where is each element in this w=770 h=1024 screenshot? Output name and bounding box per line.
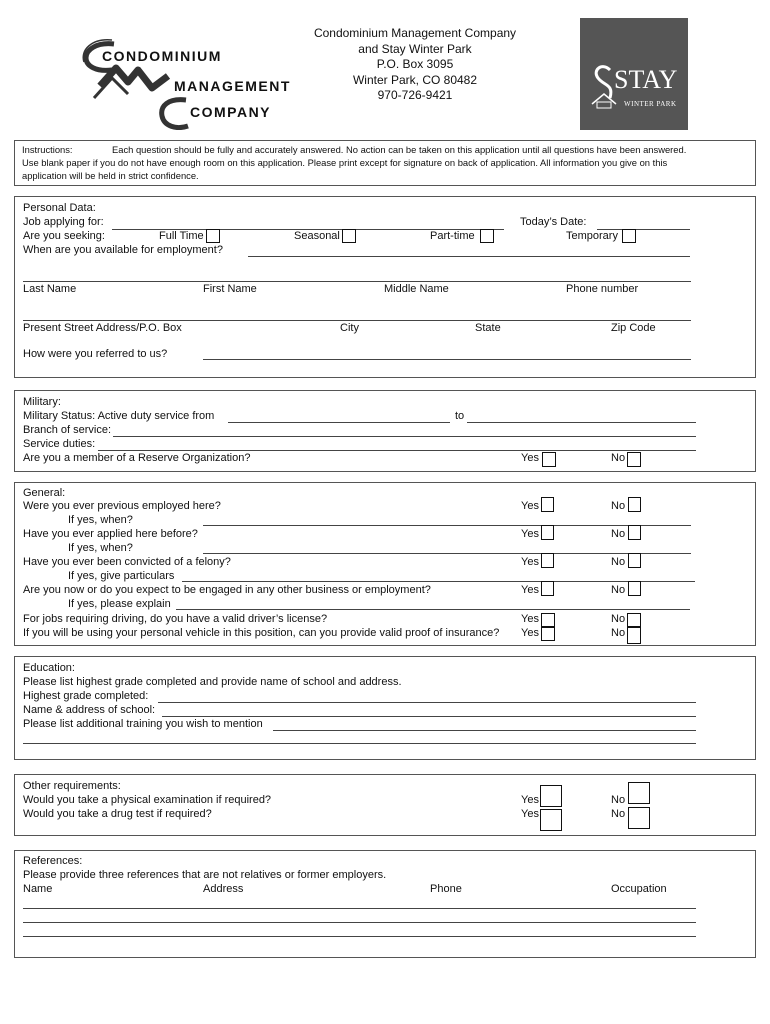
grade-input[interactable] — [158, 702, 696, 703]
military-from-input[interactable] — [228, 422, 450, 423]
drug-yes-checkbox[interactable] — [540, 809, 562, 831]
reserve-yes-label: Yes — [521, 452, 539, 464]
military-to-input[interactable] — [467, 422, 696, 423]
drug-no-checkbox[interactable] — [628, 807, 650, 829]
drug-question: Would you take a drug test if required? — [23, 808, 212, 820]
seeking-label: Are you seeking: — [23, 230, 105, 242]
part-time-label: Part-time — [430, 230, 475, 242]
physical-no-checkbox[interactable] — [628, 782, 650, 804]
ref-address-header: Address — [203, 883, 244, 895]
seasonal-label: Seasonal — [294, 230, 340, 242]
q3-sub-label: If yes, give particulars — [68, 570, 175, 582]
city-label: City — [340, 322, 359, 334]
address-line: Winter Park, CO 80482 — [352, 72, 478, 87]
references-section — [14, 850, 756, 958]
q6-no-checkbox[interactable] — [627, 627, 641, 644]
job-label: Job applying for: — [23, 216, 104, 228]
seasonal-checkbox[interactable] — [342, 229, 356, 243]
stay-logo-subtext: WINTER PARK — [624, 100, 677, 108]
last-name-label: Last Name — [23, 283, 77, 295]
address-input[interactable] — [23, 320, 691, 321]
duties-label: Service duties: — [23, 438, 96, 450]
drug-no-label: No — [611, 808, 626, 820]
personal-title: Personal Data: — [23, 202, 96, 214]
physical-yes-label: Yes — [521, 794, 539, 806]
training-label: Please list additional training you wish to mention — [23, 718, 263, 730]
q2-when-input[interactable] — [203, 553, 691, 554]
ref-occupation-header: Occupation — [611, 883, 667, 895]
reserve-question: Are you a member of a Reserve Organization? — [23, 452, 251, 464]
q3-no-label: No — [611, 556, 626, 568]
reserve-no-checkbox[interactable] — [627, 452, 641, 467]
military-to-label: to — [455, 410, 465, 422]
stay-logo — [580, 18, 688, 130]
ref-name-header: Name — [23, 883, 53, 895]
company-logo — [82, 38, 294, 130]
instructions-label: Instructions: — [22, 144, 73, 155]
middle-name-label: Middle Name — [384, 283, 449, 295]
temporary-label: Temporary — [566, 230, 618, 242]
available-input[interactable] — [248, 256, 690, 257]
physical-question: Would you take a physical examination if required? — [23, 794, 272, 806]
q1-yes-label: Yes — [521, 500, 539, 512]
q4-yes-checkbox[interactable] — [541, 581, 554, 596]
ref-phone-header: Phone — [430, 883, 462, 895]
q3-question: Have you ever been convicted of a felony? — [23, 556, 231, 568]
school-label: Name & address of school: — [23, 704, 156, 716]
q5-no-label: No — [611, 613, 626, 625]
references-instruction: Please provide three references that are not relatives or former employers. — [23, 869, 387, 881]
q2-yes-label: Yes — [521, 528, 539, 540]
first-name-label: First Name — [203, 283, 257, 295]
reference-line-2[interactable] — [23, 922, 696, 923]
part-time-checkbox[interactable] — [480, 229, 494, 243]
instructions-line-2: Use blank paper if you do not have enough room on this application. Please print except for signature on back of application. All information you give on this — [22, 157, 668, 168]
address-line: P.O. Box 3095 — [376, 57, 454, 71]
q4-question: Are you now or do you expect to be engaged in any other business or employment? — [23, 584, 431, 596]
phone-label: Phone number — [566, 283, 639, 295]
reference-line-1[interactable] — [23, 908, 696, 909]
education-title: Education: — [23, 662, 75, 674]
education-instruction: Please list highest grade completed and provide name of school and address. — [23, 676, 402, 688]
temporary-checkbox[interactable] — [622, 229, 636, 243]
q5-yes-label: Yes — [521, 613, 539, 625]
logo-line-1: CONDOMINIUM — [102, 48, 222, 64]
q1-yes-checkbox[interactable] — [541, 497, 554, 512]
references-title: References: — [23, 855, 83, 867]
logo-line-3: COMPANY — [190, 104, 272, 120]
q3-yes-checkbox[interactable] — [541, 553, 554, 568]
q2-no-checkbox[interactable] — [628, 525, 641, 540]
date-label: Today’s Date: — [520, 216, 587, 228]
q6-no-label: No — [611, 627, 626, 639]
referred-input[interactable] — [203, 359, 691, 360]
address-line: 970-726-9421 — [377, 88, 453, 102]
available-label: When are you available for employment? — [23, 244, 223, 256]
q6-question: If you will be using your personal vehicle in this position, can you provide valid proof of insurance? — [23, 627, 500, 639]
logo-line-2: MANAGEMENT — [174, 78, 291, 94]
q3-particulars-input[interactable] — [182, 581, 695, 582]
q6-yes-label: Yes — [521, 627, 539, 639]
zip-label: Zip Code — [611, 322, 656, 334]
grade-label: Highest grade completed: — [23, 690, 149, 702]
q2-no-label: No — [611, 528, 626, 540]
q4-no-checkbox[interactable] — [628, 581, 641, 596]
reserve-no-label: No — [611, 452, 626, 464]
instructions-line-1: Each question should be fully and accurately answered. No action can be taken on this application until all questions have been answered. — [112, 144, 687, 155]
q1-no-label: No — [611, 500, 626, 512]
reference-line-3[interactable] — [23, 936, 696, 937]
training-input[interactable] — [273, 730, 696, 731]
drug-yes-label: Yes — [521, 808, 539, 820]
general-title: General: — [23, 487, 66, 499]
q2-yes-checkbox[interactable] — [541, 525, 554, 540]
military-status-label: Military Status: Active duty service from — [23, 410, 215, 422]
stay-logo-text: STAY — [614, 65, 678, 94]
q4-yes-label: Yes — [521, 584, 539, 596]
other-title: Other requirements: — [23, 780, 121, 792]
physical-yes-checkbox[interactable] — [540, 785, 562, 807]
street-address-label: Present Street Address/P.O. Box — [23, 322, 182, 334]
address-line: Condominium Management Company — [313, 26, 517, 40]
state-label: State — [475, 322, 501, 334]
q5-question: For jobs requiring driving, do you have a valid driver’s license? — [23, 613, 328, 625]
q4-sub-label: If yes, please explain — [68, 598, 171, 610]
q1-when-input[interactable] — [203, 525, 691, 526]
branch-input[interactable] — [113, 436, 696, 437]
q2-question: Have you ever applied here before? — [23, 528, 198, 540]
available-input-2[interactable] — [23, 281, 691, 282]
q6-yes-checkbox[interactable] — [541, 627, 555, 641]
q1-no-checkbox[interactable] — [628, 497, 641, 512]
reserve-yes-checkbox[interactable] — [542, 452, 556, 467]
duties-input[interactable] — [98, 450, 696, 451]
full-time-checkbox[interactable] — [206, 229, 220, 243]
q2-sub-label: If yes, when? — [68, 542, 133, 554]
address-line: and Stay Winter Park — [358, 41, 472, 56]
q4-no-label: No — [611, 584, 626, 596]
training-input-2[interactable] — [23, 743, 696, 744]
physical-no-label: No — [611, 794, 626, 806]
q5-yes-checkbox[interactable] — [541, 613, 555, 627]
branch-label: Branch of service: — [23, 424, 112, 436]
q5-no-checkbox[interactable] — [627, 613, 641, 627]
q4-explain-input[interactable] — [176, 609, 690, 610]
military-title: Military: — [23, 396, 61, 408]
q3-no-checkbox[interactable] — [628, 553, 641, 568]
referred-label: How were you referred to us? — [23, 348, 168, 360]
q1-question: Were you ever previous employed here? — [23, 500, 221, 512]
full-time-label: Full Time — [159, 230, 204, 242]
school-input[interactable] — [162, 716, 696, 717]
company-address — [290, 26, 540, 104]
q1-sub-label: If yes, when? — [68, 514, 133, 526]
q3-yes-label: Yes — [521, 556, 539, 568]
instructions-line-3: application will be held in strict confidence. — [22, 170, 199, 181]
